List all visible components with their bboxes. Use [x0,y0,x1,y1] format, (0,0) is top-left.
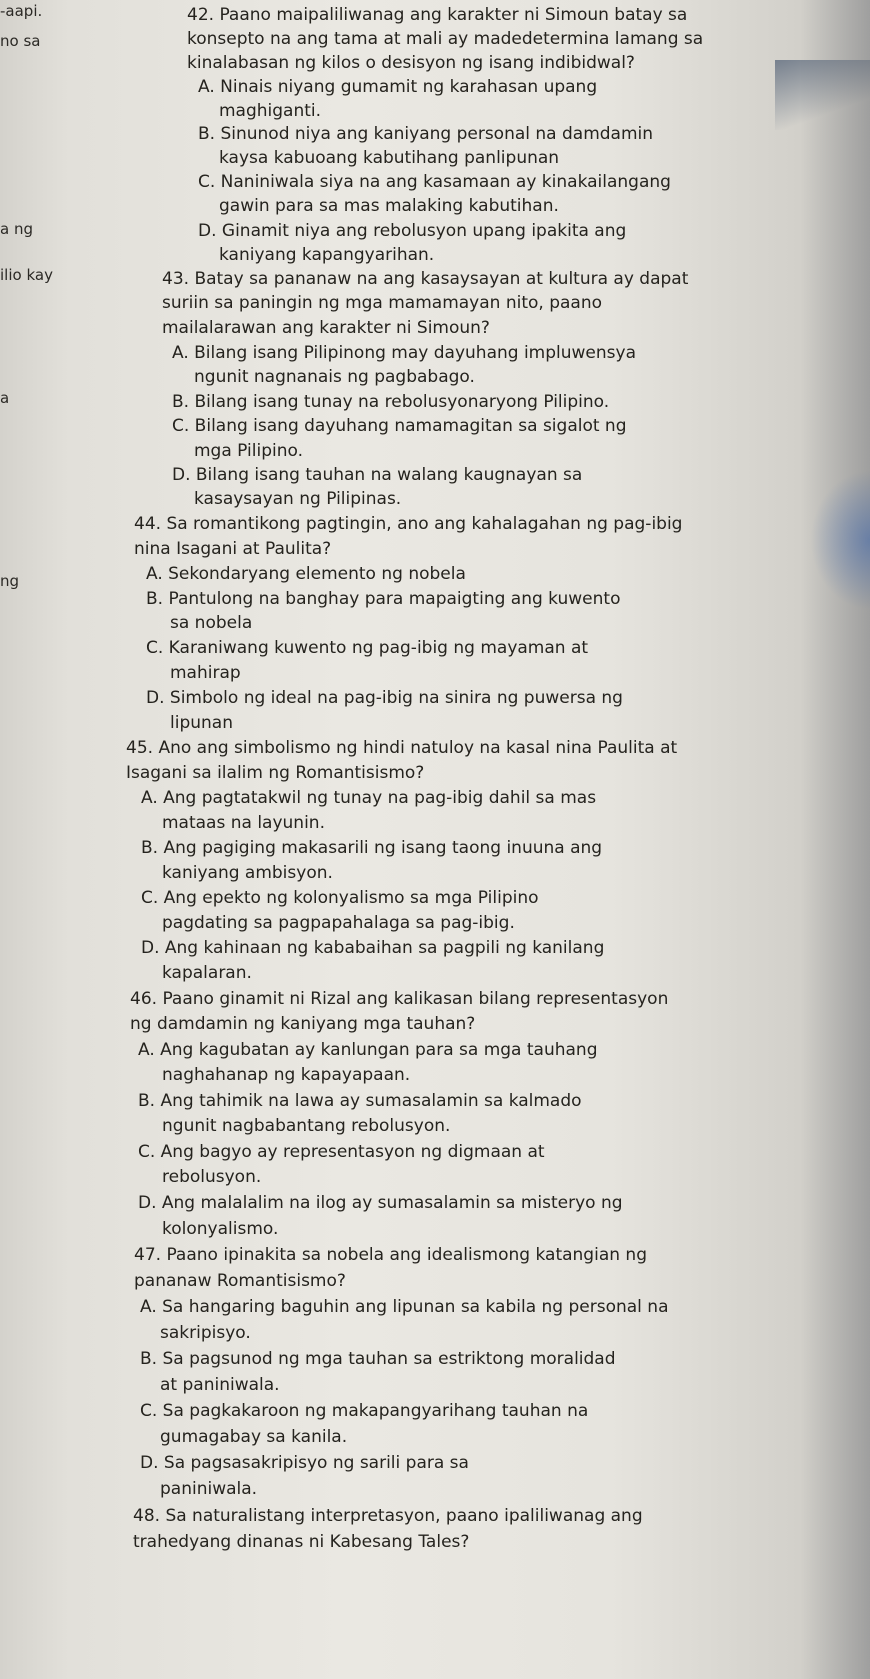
blue-object-edge [810,470,870,610]
question-44-choice-c: mahirap [170,663,241,683]
question-42-stem: 42. Paano maipaliliwanag ang karakter ni Simoun batay sa [187,5,688,25]
fragment-text: -aapi. [0,2,43,20]
question-45-choice-c: pagdating sa pagpapahalaga sa pag-ibig. [162,913,515,933]
question-42-stem: kinalabasan ng kilos o desisyon ng isang indibidwal? [187,53,635,73]
question-43-stem: suriin sa paningin ng mga mamamayan nito, paano [162,293,602,313]
question-43-choice-a: A. Bilang isang Pilipinong may dayuhang impluwensya [172,343,636,363]
question-45-stem: 45. Ano ang simbolismo ng hindi natuloy na kasal nina Paulita at [126,738,678,758]
question-44-choice-d: D. Simbolo ng ideal na pag-ibig na sinira ng puwersa ng [146,688,623,708]
question-47-choice-a: A. Sa hangaring baguhin ang lipunan sa kabila ng personal na [140,1297,669,1317]
question-47-choice-b: at paniniwala. [160,1375,280,1395]
question-46-stem: ng damdamin ng kaniyang mga tauhan? [130,1014,476,1034]
question-48-stem: trahedyang dinanas ni Kabesang Tales? [133,1532,470,1552]
question-44-choice-d: lipunan [170,713,233,733]
question-42-choice-a: A. Ninais niyang gumamit ng karahasan upang [198,77,598,97]
question-42-choice-a: maghiganti. [219,101,322,121]
fragment-text: ilio kay [0,266,53,284]
question-44-choice-b: B. Pantulong na banghay para mapaigting ang kuwento [146,589,621,609]
question-47-choice-c: gumagabay sa kanila. [160,1427,348,1447]
question-45-choice-a: mataas na layunin. [162,813,325,833]
question-45-choice-d: kapalaran. [162,963,252,983]
fragment-text: a ng [0,220,33,238]
fragment-text: a [0,389,10,407]
question-43-stem: 43. Batay sa pananaw na ang kasaysayan at kultura ay dapat [162,269,689,289]
question-43-stem: mailalarawan ang karakter ni Simoun? [162,318,490,338]
question-47-choice-b: B. Sa pagsunod ng mga tauhan sa estriktong moralidad [140,1349,616,1369]
question-47-stem: pananaw Romantisismo? [134,1271,346,1291]
question-45-choice-b: kaniyang ambisyon. [162,863,333,883]
question-42-choice-b: B. Sinunod niya ang kaniyang personal na damdamin [198,124,654,144]
question-46-choice-c: C. Ang bagyo ay representasyon ng digmaan at [138,1142,545,1162]
page-shadow [800,0,870,1679]
question-46-choice-d: D. Ang malalalim na ilog ay sumasalamin sa misteryo ng [138,1193,623,1213]
question-47-stem: 47. Paano ipinakita sa nobela ang idealismong katangian ng [134,1245,647,1265]
previous-page-fragments [0,0,110,1679]
question-47-choice-c: C. Sa pagkakaroon ng makapangyarihang tauhan na [140,1401,589,1421]
question-42-choice-b: kaysa kabuoang kabutihang panlipunan [219,148,560,168]
question-45-choice-b: B. Ang pagiging makasarili ng isang taong inuuna ang [141,838,603,858]
question-46-stem: 46. Paano ginamit ni Rizal ang kalikasan bilang representasyon [130,989,669,1009]
question-43-choice-c: mga Pilipino. [194,441,304,461]
question-42-choice-c: gawin para sa mas malaking kabutihan. [219,196,559,216]
question-45-choice-a: A. Ang pagtatakwil ng tunay na pag-ibig dahil sa mas [141,788,597,808]
question-44-choice-a: A. Sekondaryang elemento ng nobela [146,564,466,584]
question-44-choice-c: C. Karaniwang kuwento ng pag-ibig ng mayaman at [146,638,589,658]
question-42-choice-d: D. Ginamit niya ang rebolusyon upang ipakita ang [198,221,627,241]
dark-corner-shadow [775,60,870,130]
question-43-choice-d: D. Bilang isang tauhan na walang kaugnayan sa [172,465,583,485]
question-43-choice-c: C. Bilang isang dayuhang namamagitan sa sigalot ng [172,416,627,436]
question-44-choice-b: sa nobela [170,613,253,633]
question-44-stem: 44. Sa romantikong pagtingin, ano ang kahalagahan ng pag-ibig [134,514,683,534]
question-46-choice-a: A. Ang kagubatan ay kanlungan para sa mga tauhang [138,1040,598,1060]
question-43-choice-a: ngunit nagnanais ng pagbabago. [194,367,475,387]
question-46-choice-a: naghahanap ng kapayapaan. [162,1065,411,1085]
question-44-stem: nina Isagani at Paulita? [134,539,332,559]
question-46-choice-d: kolonyalismo. [162,1219,279,1239]
question-47-choice-a: sakripisyo. [160,1323,251,1343]
question-42-stem: konsepto na ang tama at mali ay madedetermina lamang sa [187,29,704,49]
question-43-choice-d: kasaysayan ng Pilipinas. [194,489,402,509]
question-42-choice-d: kaniyang kapangyarihan. [219,245,435,265]
question-45-stem: Isagani sa ilalim ng Romantisismo? [126,763,425,783]
fragment-text: no sa [0,32,41,50]
question-48-stem: 48. Sa naturalistang interpretasyon, paano ipaliliwanag ang [133,1506,643,1526]
question-42-choice-c: C. Naniniwala siya na ang kasamaan ay kinakailangang [198,172,671,192]
question-45-choice-d: D. Ang kahinaan ng kababaihan sa pagpili ng kanilang [141,938,605,958]
question-45-choice-c: C. Ang epekto ng kolonyalismo sa mga Pilipino [141,888,539,908]
question-43-choice-b: B. Bilang isang tunay na rebolusyonaryong Pilipino. [172,392,610,412]
question-46-choice-c: rebolusyon. [162,1167,262,1187]
question-46-choice-b: ngunit nagbabantang rebolusyon. [162,1116,451,1136]
question-46-choice-b: B. Ang tahimik na lawa ay sumasalamin sa kalmado [138,1091,582,1111]
fragment-text: ng [0,572,20,590]
question-47-choice-d: D. Sa pagsasakripisyo ng sarili para sa [140,1453,469,1473]
question-47-choice-d: paniniwala. [160,1479,258,1499]
